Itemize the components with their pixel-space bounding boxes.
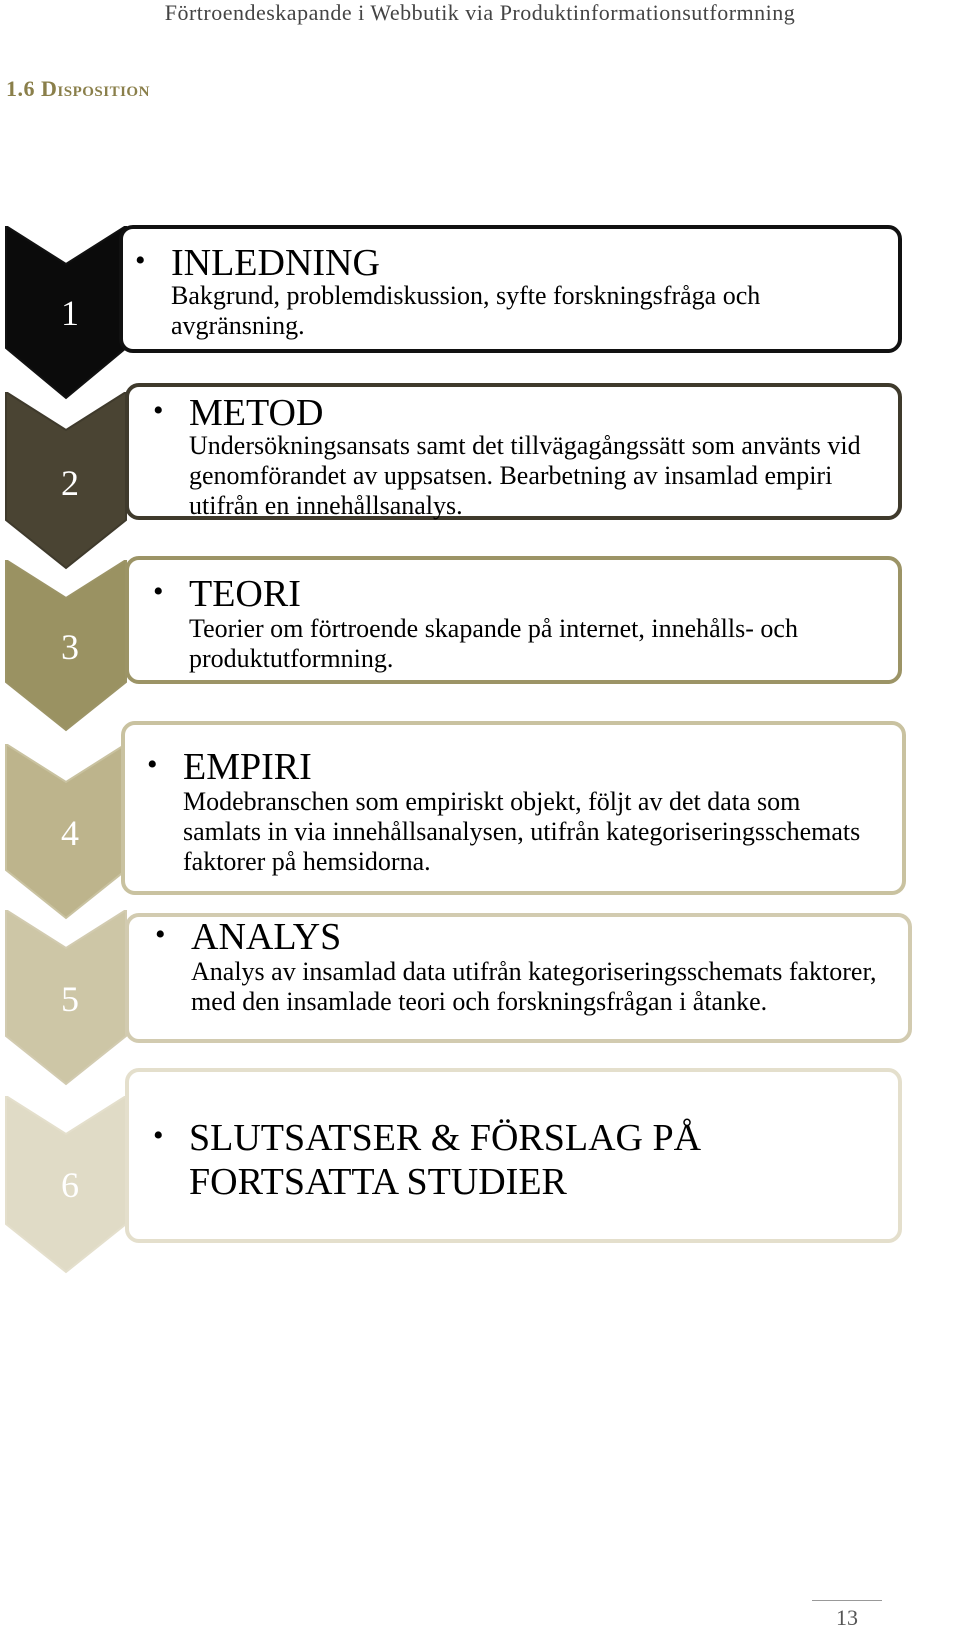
step-2-description: Undersökningsansats samt det tillvägagångssätt som använts vid genomförandet av uppsatsen. Bearbetning av insamlad empiri utifrån en innehållsanalys. — [189, 431, 861, 520]
step-3-number: 3 — [61, 627, 79, 667]
step-5-title: • ANALYS — [191, 917, 341, 957]
step-5-number: 5 — [61, 979, 79, 1019]
step-6-title: • SLUTSATSER & FÖRSLAG PÅ FORTSATTA STUDIER — [189, 1116, 809, 1204]
section-title: Disposition — [41, 76, 150, 101]
step-4-number: 4 — [61, 813, 79, 853]
section-number: 1.6 — [6, 76, 35, 101]
step-3-card — [125, 556, 902, 684]
step-5-description: Analys av insamlad data utifrån kategoriseringsschemats faktorer, med den insamlade teori och forskningsfrågan i åtanke. — [191, 957, 877, 1016]
step-6-number: 6 — [61, 1165, 79, 1205]
step-2-title: • METOD — [189, 393, 323, 433]
footer-divider — [812, 1600, 882, 1601]
step-1-card — [119, 225, 902, 353]
page-number: 13 — [836, 1605, 858, 1630]
step-4-card — [121, 721, 906, 895]
step-2-card — [125, 383, 902, 520]
step-1-number: 1 — [61, 293, 79, 333]
step-2-number: 2 — [61, 463, 79, 503]
step-4-description: Modebranschen som empiriskt objekt, följt av det data som samlats in via innehållsanalysen, utifrån kategoriseringsschemats faktorer på hemsidorna. — [183, 787, 861, 876]
step-6-card — [125, 1068, 902, 1243]
step-3-title: • TEORI — [189, 574, 301, 614]
running-header: Förtroendeskapande i Webbutik via Produktinformationsutformning — [164, 0, 796, 25]
step-1-description: Bakgrund, problemdiskussion, syfte forskningsfråga och avgränsning. — [171, 281, 761, 340]
step-5-card — [125, 913, 912, 1043]
step-1-title: • INLEDNING — [171, 243, 380, 283]
step-4-title: • EMPIRI — [183, 747, 312, 787]
step-3-description: Teorier om förtroende skapande på internet, innehålls- och produktutformning. — [189, 614, 798, 673]
